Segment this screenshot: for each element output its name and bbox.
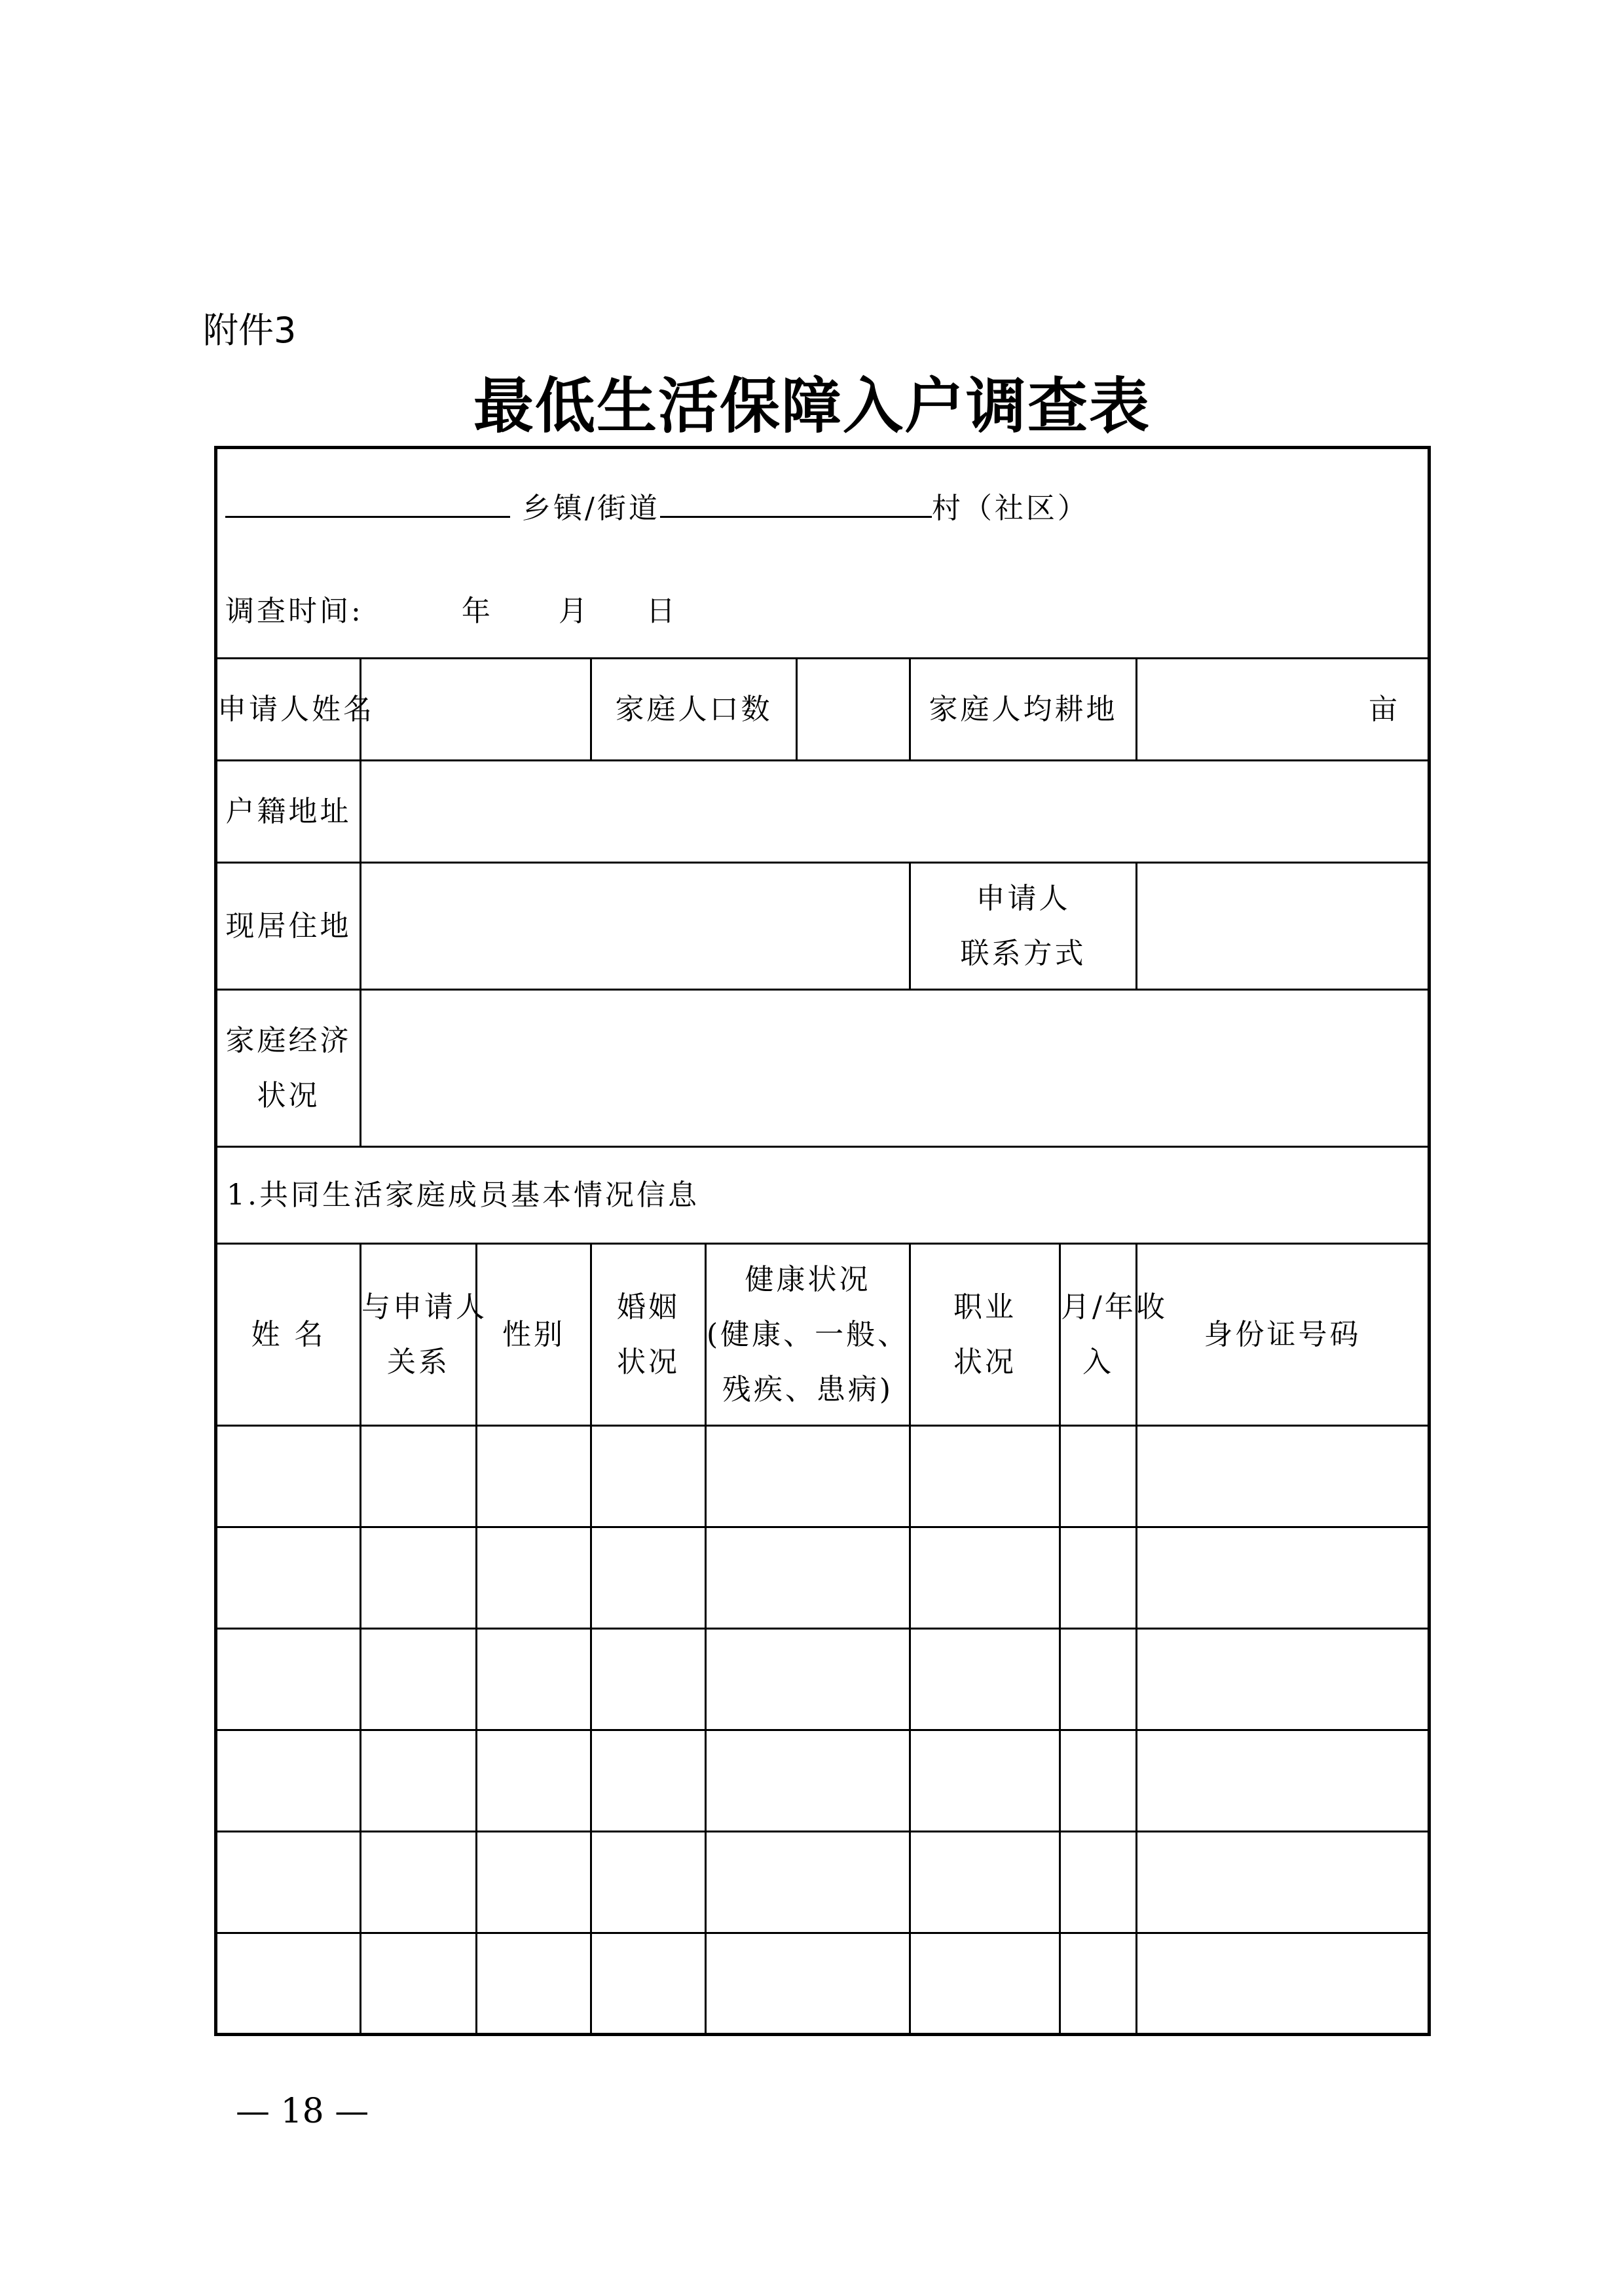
members-column-header [1137,1244,1430,1426]
member-cell[interactable] [1137,1730,1430,1832]
contact-label-line2: 联系方式 [960,936,1086,970]
members-column-header-line: 与申请人 [361,1290,487,1324]
member-cell[interactable] [1060,1832,1137,1933]
member-cell[interactable] [910,1832,1060,1933]
member-cell[interactable] [477,1629,591,1730]
economic-status-label-line2: 状况 [257,1078,320,1112]
members-column-header-line: 月/年收 [1061,1290,1168,1324]
member-cell[interactable] [361,1426,477,1527]
member-cell[interactable] [477,1730,591,1832]
members-column-header-line: 婚姻 [617,1290,680,1324]
economic-status-row [216,990,1430,1147]
applicant-name-field[interactable] [361,659,591,761]
member-cell[interactable] [706,1832,910,1933]
registered-address-row [216,761,1430,863]
members-column-header-line: 残疾、患病) [722,1372,894,1406]
members-column-header-line: 关系 [387,1345,450,1379]
member-cell[interactable] [706,1730,910,1832]
member-cell[interactable] [1137,1426,1430,1527]
applicant-name-label: 申请人姓名 [216,659,361,761]
economic-status-label [216,990,361,1147]
current-residence-field[interactable] [361,863,910,990]
table-row [216,1730,1430,1832]
member-cell[interactable] [216,1933,361,2035]
contact-label-line1: 申请人 [976,881,1071,915]
survey-form-table [214,446,1431,2036]
member-cell[interactable] [591,1527,706,1629]
member-cell[interactable] [706,1527,910,1629]
form-title: 最低生活保障入户调查表 [473,371,1151,441]
member-cell[interactable] [910,1730,1060,1832]
member-cell[interactable] [591,1832,706,1933]
member-cell[interactable] [216,1730,361,1832]
farmland-unit: 亩 [1369,692,1401,726]
members-column-header-line: 健康状况 [745,1262,871,1296]
members-column-header-line: 职业 [953,1290,1016,1324]
member-cell[interactable] [216,1527,361,1629]
applicant-row [216,659,1430,761]
member-cell[interactable] [1137,1933,1430,2035]
members-column-header [477,1244,591,1426]
members-header-row [216,1244,1430,1426]
table-row [216,1527,1430,1629]
contact-label [910,863,1137,990]
members-section-title: 1.共同生活家庭成员基本情况信息 [216,1147,1430,1244]
member-cell[interactable] [361,1832,477,1933]
member-cell[interactable] [1060,1629,1137,1730]
member-cell[interactable] [1060,1426,1137,1527]
member-cell[interactable] [910,1527,1060,1629]
members-column-header-line: 状况 [617,1345,680,1379]
household-size-label: 家庭人口数 [591,659,797,761]
village-blank[interactable] [660,487,932,518]
attachment-label: 附件3 [203,310,297,351]
members-column-header-line: 身份证号码 [1204,1317,1361,1351]
town-label: 乡镇/街道 [522,492,660,525]
member-cell[interactable] [1137,1832,1430,1933]
farmland-label: 家庭人均耕地 [910,659,1137,761]
member-cell[interactable] [477,1426,591,1527]
member-cell[interactable] [1137,1629,1430,1730]
members-column-header [706,1244,910,1426]
member-cell[interactable] [591,1933,706,2035]
contact-field[interactable] [1137,863,1430,990]
members-section-row [216,1147,1430,1244]
town-blank[interactable] [225,487,510,518]
members-column-header [1060,1244,1168,1426]
member-cell[interactable] [591,1730,706,1832]
member-cell[interactable] [706,1629,910,1730]
members-column-header [910,1244,1060,1426]
member-cell[interactable] [216,1426,361,1527]
table-row [216,1426,1430,1527]
current-residence-label: 现居住地 [216,863,361,990]
member-cell[interactable] [361,1730,477,1832]
economic-status-label-line1: 家庭经济 [225,1023,352,1057]
members-column-header-line: (健康、一般、 [707,1317,910,1351]
current-residence-row [216,863,1430,990]
member-cell[interactable] [477,1933,591,2035]
member-cell[interactable] [1060,1933,1137,2035]
members-column-header-line: 姓 名 [251,1317,326,1351]
member-cell[interactable] [706,1933,910,2035]
members-column-header-line: 性别 [502,1317,565,1351]
location-row [216,448,1430,659]
village-label: 村（社区） [931,492,1089,525]
member-cell[interactable] [477,1527,591,1629]
member-cell[interactable] [910,1933,1060,2035]
location-line [225,487,1089,528]
table-row [216,1933,1430,2035]
table-row [216,1832,1430,1933]
survey-day-label: 日 [646,594,678,628]
member-cell[interactable] [910,1629,1060,1730]
member-cell[interactable] [216,1832,361,1933]
registered-address-field[interactable] [361,761,1430,863]
member-cell[interactable] [706,1426,910,1527]
members-column-header [361,1244,487,1426]
farmland-field[interactable] [1137,659,1430,761]
member-cell[interactable] [1060,1527,1137,1629]
member-cell[interactable] [361,1527,477,1629]
members-column-header-line: 状况 [953,1345,1016,1379]
registered-address-label: 户籍地址 [216,761,361,863]
members-column-header-line: 入 [1082,1345,1114,1379]
member-cell[interactable] [1137,1527,1430,1629]
table-row [216,1629,1430,1730]
survey-month-label: 月 [558,594,590,628]
household-size-field[interactable] [797,659,910,761]
survey-year-label: 年 [461,594,493,628]
members-column-header [591,1244,706,1426]
page-number: — 18 — [236,2092,369,2131]
member-cell[interactable] [910,1426,1060,1527]
member-cell[interactable] [591,1426,706,1527]
member-cell[interactable] [361,1629,477,1730]
member-cell[interactable] [1060,1730,1137,1832]
survey-time-label: 调查时间: [225,594,363,628]
member-cell[interactable] [361,1933,477,2035]
survey-time-line [225,592,678,631]
member-cell[interactable] [591,1629,706,1730]
member-cell[interactable] [477,1832,591,1933]
members-column-header [216,1244,361,1426]
member-cell[interactable] [216,1629,361,1730]
economic-status-field[interactable] [361,990,1430,1147]
